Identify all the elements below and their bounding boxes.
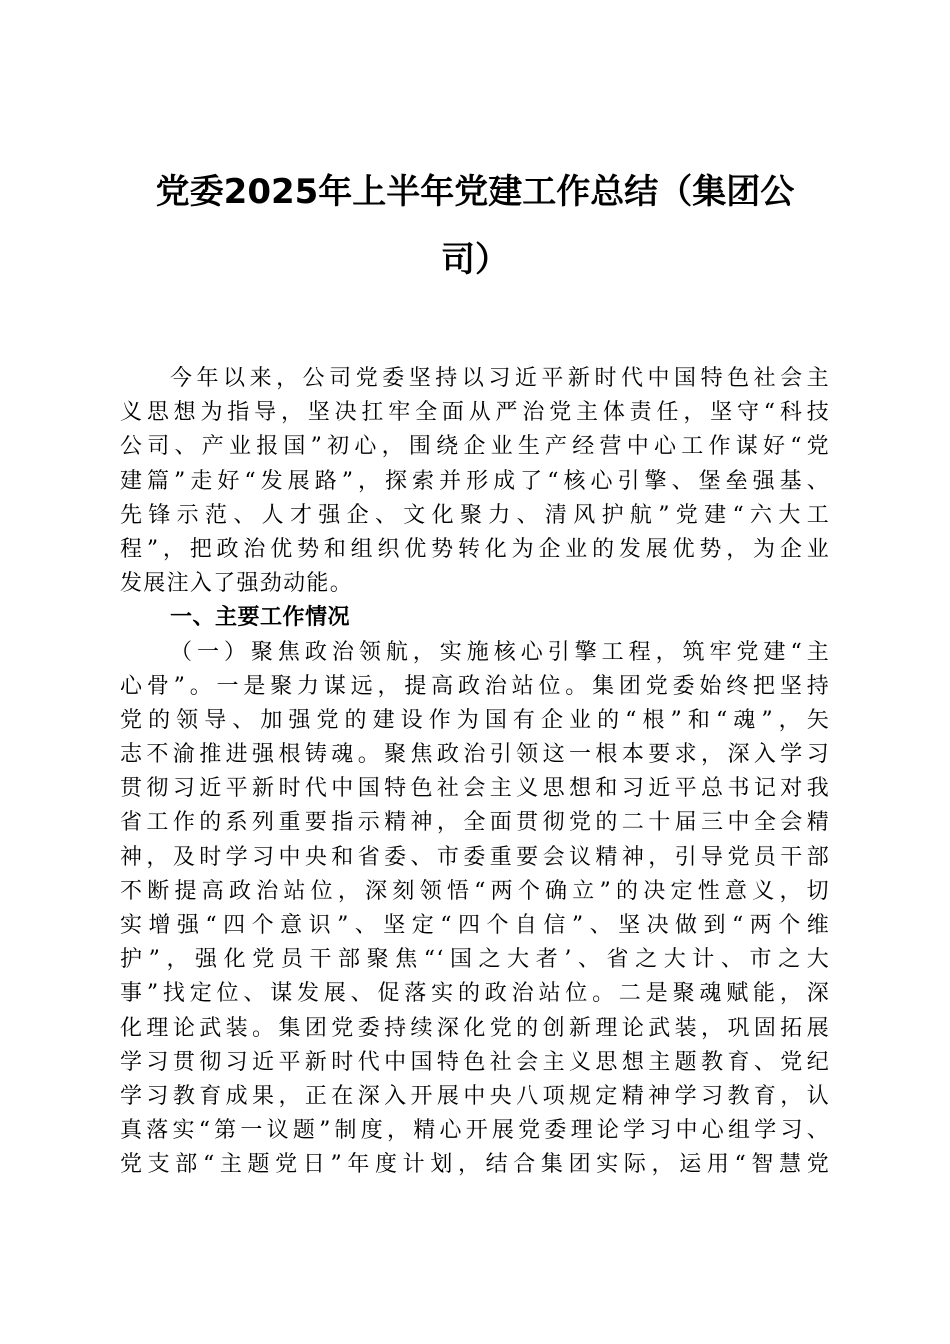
- section-line: 事”找定位、谋发展、促落实的政治站位。二是聚魂赋能，深: [120, 981, 830, 1007]
- document-title-line-1: 党委2025年上半年党建工作总结（集团公: [155, 172, 795, 212]
- section-line: 志不渝推进强根铸魂。聚焦政治引领这一根本要求，深入学习: [120, 742, 830, 768]
- intro-line: 先锋示范、人才强企、文化聚力、清风护航”党建“六大工: [120, 502, 830, 528]
- intro-line: 公司、产业报国”初心，围绕企业生产经营中心工作谋好“党: [120, 434, 830, 460]
- section-line: 心骨”。一是聚力谋远，提高政治站位。集团党委始终把坚持: [120, 673, 830, 699]
- intro-line: 建篇”走好“发展路”，探索并形成了“核心引擎、堡垒强基、: [120, 468, 830, 494]
- section-line: 学习教育成果，正在深入开展中央八项规定精神学习教育，认: [120, 1083, 830, 1109]
- document-body: [120, 362, 830, 1183]
- section-line: 学习贯彻习近平新时代中国特色社会主义思想主题教育、党纪: [120, 1049, 830, 1075]
- section-heading: 一、主要工作情况: [170, 605, 351, 631]
- section-line: （一）聚焦政治领航，实施核心引擎工程，筑牢党建“主: [170, 639, 830, 665]
- section-line: 贯彻习近平新时代中国特色社会主义思想和习近平总书记对我: [120, 776, 830, 802]
- section-line: 化理论武装。集团党委持续深化党的创新理论武装，巩固拓展: [120, 1015, 830, 1041]
- intro-line: 发展注入了强劲动能。: [120, 571, 354, 597]
- section-line: 省工作的系列重要指示精神，全面贯彻党的二十届三中全会精: [120, 810, 830, 836]
- section-line: 真落实“第一议题”制度，精心开展党委理论学习中心组学习、: [120, 1118, 830, 1144]
- intro-line: 程”，把政治优势和组织优势转化为企业的发展优势，为企业: [120, 536, 830, 562]
- document-title-line-2: 司）: [441, 240, 509, 280]
- section-line: 党支部“主题党日”年度计划，结合集团实际，运用“智慧党: [120, 1152, 830, 1178]
- intro-line: 义思想为指导，坚决扛牢全面从严治党主体责任，坚守“科技: [120, 400, 830, 426]
- section-line: 党的领导、加强党的建设作为国有企业的“根”和“魂”，矢: [120, 707, 830, 733]
- section-line: 神，及时学习中央和省委、市委重要会议精神，引导党员干部: [120, 844, 830, 870]
- section-line: 实增强“四个意识”、坚定“四个自信”、坚决做到“两个维: [120, 913, 830, 938]
- section-line: 不断提高政治站位，深刻领悟“两个确立”的决定性意义，切: [120, 878, 830, 904]
- section-line: 护”，强化党员干部聚焦“‘国之大者’、省之大计、市之大: [120, 947, 830, 973]
- intro-line: 今年以来，公司党委坚持以习近平新时代中国特色社会主: [170, 366, 830, 391]
